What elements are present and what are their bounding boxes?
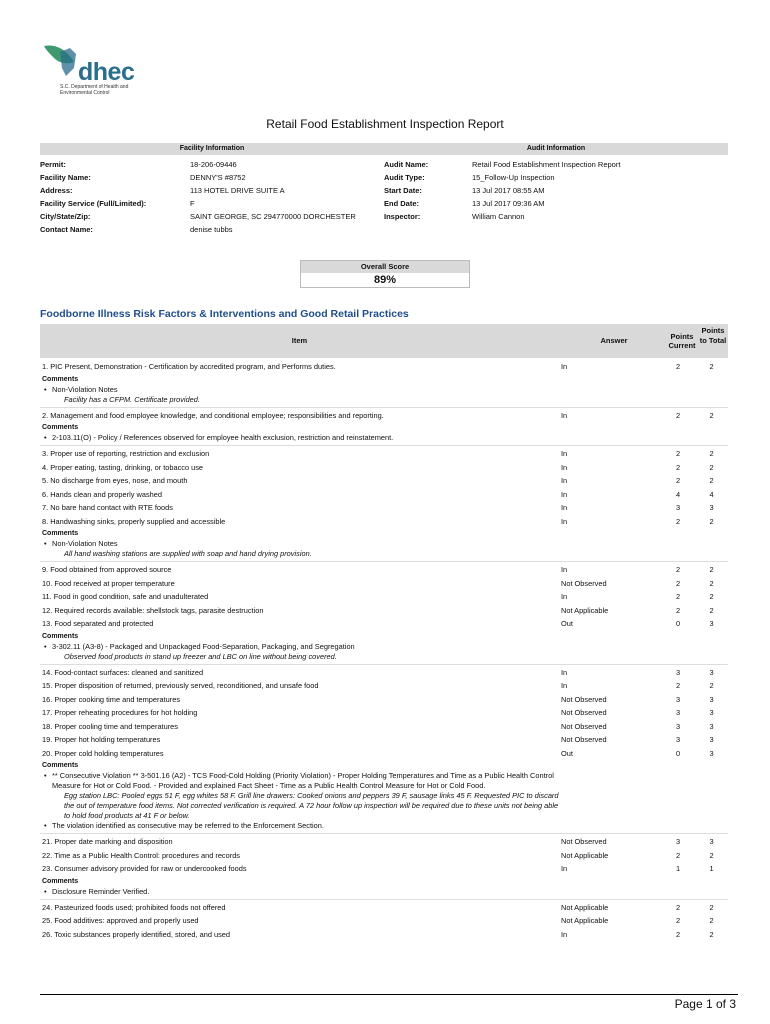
item-answer: Not Applicable (561, 902, 609, 912)
item-points-total: 2 (709, 605, 714, 615)
row-separator (40, 899, 728, 900)
row-main (40, 747, 728, 761)
col-answer: Answer (600, 336, 628, 345)
row-separator (40, 833, 728, 834)
audit-info (384, 158, 728, 236)
item-text: 17. Proper reheating procedures for hot holding (42, 708, 198, 717)
item-text: 26. Toxic substances properly identified, stored, and used (42, 929, 231, 939)
item-text: 2. Management and food employee knowledge, and conditional employee; responsibilities and reporting. (42, 410, 384, 420)
item-answer: In (561, 667, 568, 677)
item-points-total: 2 (709, 565, 714, 574)
item-text: 7. No bare hand contact with RTE foods (42, 503, 173, 512)
item-answer: Not Observed (561, 721, 607, 731)
table-row (40, 901, 728, 915)
logo-wordmark: dhec (78, 58, 135, 86)
item-answer: In (561, 410, 568, 420)
item-answer: In (561, 565, 568, 574)
row-main (40, 474, 728, 488)
row-main (40, 901, 728, 915)
row-main (40, 360, 728, 374)
row-main (40, 501, 728, 515)
state-outline-icon (60, 48, 76, 76)
overall-score-value: 89% (373, 274, 397, 286)
item-answer: In (561, 592, 568, 601)
audit-field-value: 13 Jul 2017 09:36 AM (472, 199, 545, 208)
comments-label: Comments (42, 375, 79, 383)
table-row (40, 604, 728, 618)
item-points-total: 2 (709, 850, 714, 860)
item-text: 8. Handwashing sinks, properly supplied and accessible (42, 516, 226, 526)
item-points-total: 3 (709, 708, 714, 717)
audit-field-label: Inspector: (384, 212, 421, 221)
item-points-total: 2 (709, 916, 714, 925)
item-text: 16. Proper cooking time and temperatures (42, 694, 181, 704)
facility-field-label: Facility Name: (40, 173, 91, 182)
row-main (40, 617, 728, 631)
item-points-total: 2 (709, 362, 714, 371)
item-text: 1. PIC Present, Demonstration - Certification by accredited program, and Performs duties. (42, 362, 336, 371)
facility-field-value: denise tubbs (190, 225, 233, 234)
item-text: 4. Proper eating, tasting, drinking, or tobacco use (42, 462, 204, 472)
item-text: 18. Proper cooling time and temperatures (42, 721, 178, 731)
item-answer: Out (561, 748, 573, 758)
item-text: 20. Proper cold holding temperatures (42, 748, 164, 758)
overall-score-label: Overall Score (301, 261, 469, 273)
item-points-total: 2 (709, 410, 714, 420)
item-points-current: 3 (675, 708, 681, 717)
comment-note: • 3-302.11 (A3-8) - Packaged and Unpackaged Food-Separation, Packaging, and Segregation (40, 642, 561, 652)
item-text: 11. Food in good condition, safe and unadulterated (42, 592, 209, 601)
row-main (40, 862, 728, 876)
item-points-total: 2 (709, 681, 714, 690)
item-points-current: 2 (675, 449, 681, 458)
item-answer: In (561, 516, 568, 526)
row-main (40, 515, 728, 529)
items-table-body (40, 360, 728, 941)
comments-label: Comments (42, 530, 79, 537)
audit-field-label: Audit Type: (384, 173, 425, 182)
item-points-total: 2 (709, 578, 714, 588)
item-answer: Not Applicable (561, 605, 609, 615)
section-title: Foodborne Illness Risk Factors & Interventions and Good Retail Practices (40, 308, 409, 320)
col-points-current: Points Current (668, 332, 696, 350)
comment-note: • The violation identified as consecutive may be referred to the Enforcement Section. (40, 821, 561, 831)
row-main (40, 706, 728, 720)
audit-field-label: Audit Name: (384, 160, 429, 169)
table-row (40, 720, 728, 734)
item-points-current: 2 (675, 605, 681, 615)
facility-field-label: Contact Name: (40, 225, 93, 234)
facility-field-label: City/State/Zip: (40, 212, 91, 221)
comment-detail: Egg station LBC: Pooled eggs 51 F, egg whites 58 F. Grill line drawers: Cooked onions and peppers 39 F, sausage links 45 F. Requested PIC to discard the out of temperature food items. Not corrected verification is required. A 72 hour follow up inspection will be required due to these units not being able to hold food products at 41 F or below. (64, 791, 559, 820)
row-main (40, 461, 728, 475)
item-points-current: 3 (675, 735, 681, 744)
table-row (40, 590, 728, 604)
item-answer: Out (561, 619, 573, 628)
item-points-current: 2 (675, 850, 681, 860)
item-points-total: 2 (709, 476, 714, 485)
page-number: Page 1 of 3 (674, 997, 736, 1011)
item-points-current: 3 (675, 694, 681, 704)
table-row (40, 693, 728, 707)
table-row (40, 617, 728, 665)
facility-field-row (40, 197, 384, 210)
audit-field-value: Retail Food Establishment Inspection Report (472, 160, 621, 169)
facility-field-row (40, 184, 384, 197)
item-answer: Not Observed (561, 578, 607, 588)
item-points-total: 3 (709, 837, 714, 846)
items-table-header (40, 324, 728, 358)
table-row (40, 488, 728, 502)
row-separator (40, 445, 728, 446)
row-main (40, 914, 728, 928)
facility-field-label: Permit: (40, 160, 66, 169)
item-text: 5. No discharge from eyes, nose, and mouth (42, 476, 188, 485)
comment-note: • Non-Violation Notes (40, 385, 561, 395)
item-answer: In (561, 503, 568, 512)
item-points-current: 2 (675, 462, 681, 472)
item-points-total: 1 (709, 864, 714, 873)
item-points-current: 2 (675, 410, 681, 420)
comment-note: • 2-103.11(O) - Policy / References observed for employee health exclusion, restriction and reinstatement. (40, 433, 561, 443)
audit-field-label: End Date: (384, 199, 420, 208)
comment-note: • Disclosure Reminder Verified. (40, 887, 561, 897)
row-main (40, 563, 728, 577)
table-row (40, 747, 728, 835)
row-separator (40, 407, 728, 408)
item-points-current: 1 (675, 864, 681, 873)
item-points-total: 3 (709, 721, 714, 731)
row-main (40, 720, 728, 734)
item-points-current: 2 (675, 902, 681, 912)
comment-detail: All hand washing stations are supplied with soap and hand drying provision. (64, 549, 312, 558)
item-points-total: 4 (709, 489, 714, 499)
item-text: 13. Food separated and protected (42, 619, 154, 628)
comments-label: Comments (42, 877, 79, 885)
facility-heading: Facility Information (179, 145, 245, 152)
item-points-current: 2 (675, 681, 681, 690)
audit-field-row (384, 210, 728, 223)
item-points-total: 2 (709, 902, 714, 912)
item-answer: In (561, 449, 568, 458)
item-text: 14. Food-contact surfaces: cleaned and sanitized (42, 667, 204, 677)
table-row (40, 360, 728, 408)
item-points-current: 2 (675, 362, 681, 371)
item-text: 25. Food additives: approved and properly used (42, 916, 199, 925)
item-points-current: 2 (675, 565, 681, 574)
item-points-total: 2 (709, 462, 714, 472)
item-points-total: 3 (709, 619, 714, 628)
item-text: 3. Proper use of reporting, restriction and exclusion (42, 449, 210, 458)
table-row (40, 914, 728, 928)
item-points-current: 2 (675, 476, 681, 485)
facility-field-value: DENNY'S #8752 (190, 173, 246, 182)
item-points-current: 3 (675, 503, 681, 512)
item-answer: In (561, 462, 568, 472)
table-row (40, 577, 728, 591)
row-main (40, 928, 728, 942)
facility-field-row (40, 223, 384, 236)
audit-field-row (384, 197, 728, 210)
item-answer: Not Observed (561, 694, 607, 704)
item-points-total: 3 (709, 694, 714, 704)
item-text: 9. Food obtained from approved source (42, 565, 172, 574)
table-row (40, 733, 728, 747)
item-points-current: 2 (675, 592, 681, 601)
comments-label: Comments (42, 632, 79, 640)
col-item: Item (291, 336, 308, 345)
item-points-total: 3 (709, 748, 714, 758)
comment-detail: Observed food products in stand up freezer and LBC on line without being covered. (64, 651, 337, 661)
logo-subtitle: S.C. Department of Health and Environmental Control (60, 84, 129, 96)
table-row (40, 409, 728, 447)
comments-label: Comments (42, 424, 79, 431)
item-points-current: 3 (675, 837, 681, 846)
facility-field-label: Address: (40, 186, 73, 195)
table-row (40, 666, 728, 680)
item-text: 15. Proper disposition of returned, previously served, reconditioned, and unsafe food (42, 681, 319, 690)
item-points-current: 3 (675, 667, 681, 677)
comment-note: • ** Consecutive Violation ** 3-501.16 (A2) - TCS Food-Cold Holding (Priority Violation) - Proper Holding Temperatures and Time as a Public Health Control Measure for Hot or Cold Food. - Provided and explained Fact Sheet - Time as a Public Health Control Measure for Hot or Cold Food. (40, 771, 561, 791)
row-separator (40, 561, 728, 562)
table-row (40, 563, 728, 577)
facility-field-label: Facility Service (Full/Limited): (40, 199, 147, 208)
item-text: 22. Time as a Public Health Control: procedures and records (42, 850, 241, 860)
item-points-current: 3 (675, 721, 681, 731)
row-main (40, 835, 728, 849)
audit-field-row (384, 184, 728, 197)
row-main (40, 488, 728, 502)
item-answer: In (561, 362, 568, 371)
table-row (40, 474, 728, 488)
table-row (40, 849, 728, 863)
item-answer: In (561, 489, 568, 499)
item-text: 24. Pasteurized foods used; prohibited foods not offered (42, 902, 226, 912)
row-main (40, 733, 728, 747)
row-main (40, 604, 728, 618)
item-text: 23. Consumer advisory provided for raw or undercooked foods (42, 864, 247, 873)
item-text: 21. Proper date marking and disposition (42, 837, 173, 846)
item-points-total: 3 (709, 667, 714, 677)
comment-detail: Facility has a CFPM. Certificate provided. (64, 394, 200, 404)
comment-note: • Non-Violation Notes (40, 539, 561, 549)
item-answer: Not Observed (561, 837, 607, 846)
item-text: 12. Required records available: shellstock tags, parasite destruction (42, 605, 264, 615)
audit-field-value: 15_Follow-Up Inspection (472, 173, 555, 182)
overall-score-box (300, 260, 470, 288)
row-main (40, 409, 728, 423)
table-row (40, 835, 728, 849)
table-row (40, 679, 728, 693)
audit-field-value: 13 Jul 2017 08:55 AM (472, 186, 545, 195)
item-points-total: 2 (709, 929, 714, 939)
table-row (40, 706, 728, 720)
item-points-current: 2 (675, 916, 681, 925)
item-answer: In (561, 476, 568, 485)
footer-divider (40, 994, 738, 995)
audit-field-label: Start Date: (384, 186, 422, 195)
item-answer: In (561, 929, 568, 939)
row-main (40, 666, 728, 680)
audit-heading: Audit Information (526, 145, 586, 152)
item-points-total: 2 (709, 449, 714, 458)
facility-field-row (40, 210, 384, 223)
item-answer: Not Applicable (561, 850, 609, 860)
facility-field-value: F (190, 199, 195, 208)
audit-field-row (384, 158, 728, 171)
facility-field-row (40, 171, 384, 184)
table-row (40, 461, 728, 475)
row-main (40, 577, 728, 591)
item-points-current: 0 (675, 748, 681, 758)
row-main (40, 679, 728, 693)
item-text: 6. Hands clean and properly washed (42, 489, 162, 499)
facility-field-value: 113 HOTEL DRIVE SUITE A (190, 186, 285, 195)
table-row (40, 501, 728, 515)
info-header (40, 143, 728, 155)
row-main (40, 693, 728, 707)
item-points-current: 2 (675, 929, 681, 939)
item-points-total: 2 (709, 592, 714, 601)
item-answer: In (561, 864, 568, 873)
audit-field-value: William Cannon (472, 212, 525, 221)
item-points-current: 0 (675, 619, 681, 628)
item-answer: In (561, 681, 568, 690)
facility-field-value: 18-206-09446 (190, 160, 237, 169)
table-row (40, 928, 728, 942)
facility-field-row (40, 158, 384, 171)
item-answer: Not Observed (561, 735, 607, 744)
item-points-current: 4 (675, 489, 681, 499)
report-title: Retail Food Establishment Inspection Report (266, 117, 504, 131)
row-main (40, 447, 728, 461)
item-points-total: 2 (709, 516, 714, 526)
table-row (40, 447, 728, 461)
col-points-total: Points to Total (699, 326, 727, 345)
facility-field-value: SAINT GEORGE, SC 294770000 DORCHESTER (190, 212, 356, 221)
item-answer: Not Applicable (561, 916, 609, 925)
table-row (40, 515, 728, 563)
item-answer: Not Observed (561, 708, 607, 717)
item-text: 19. Proper hot holding temperatures (42, 735, 161, 744)
info-section (40, 143, 728, 236)
comments-label: Comments (42, 762, 79, 769)
item-points-total: 3 (709, 503, 714, 512)
row-main (40, 849, 728, 863)
row-separator (40, 664, 728, 665)
audit-field-row (384, 171, 728, 184)
item-points-total: 3 (709, 735, 714, 744)
item-text: 10. Food received at proper temperature (42, 578, 175, 588)
item-points-current: 2 (675, 516, 681, 526)
table-row (40, 862, 728, 900)
facility-info (40, 158, 384, 236)
item-points-current: 2 (675, 578, 681, 588)
row-main (40, 590, 728, 604)
